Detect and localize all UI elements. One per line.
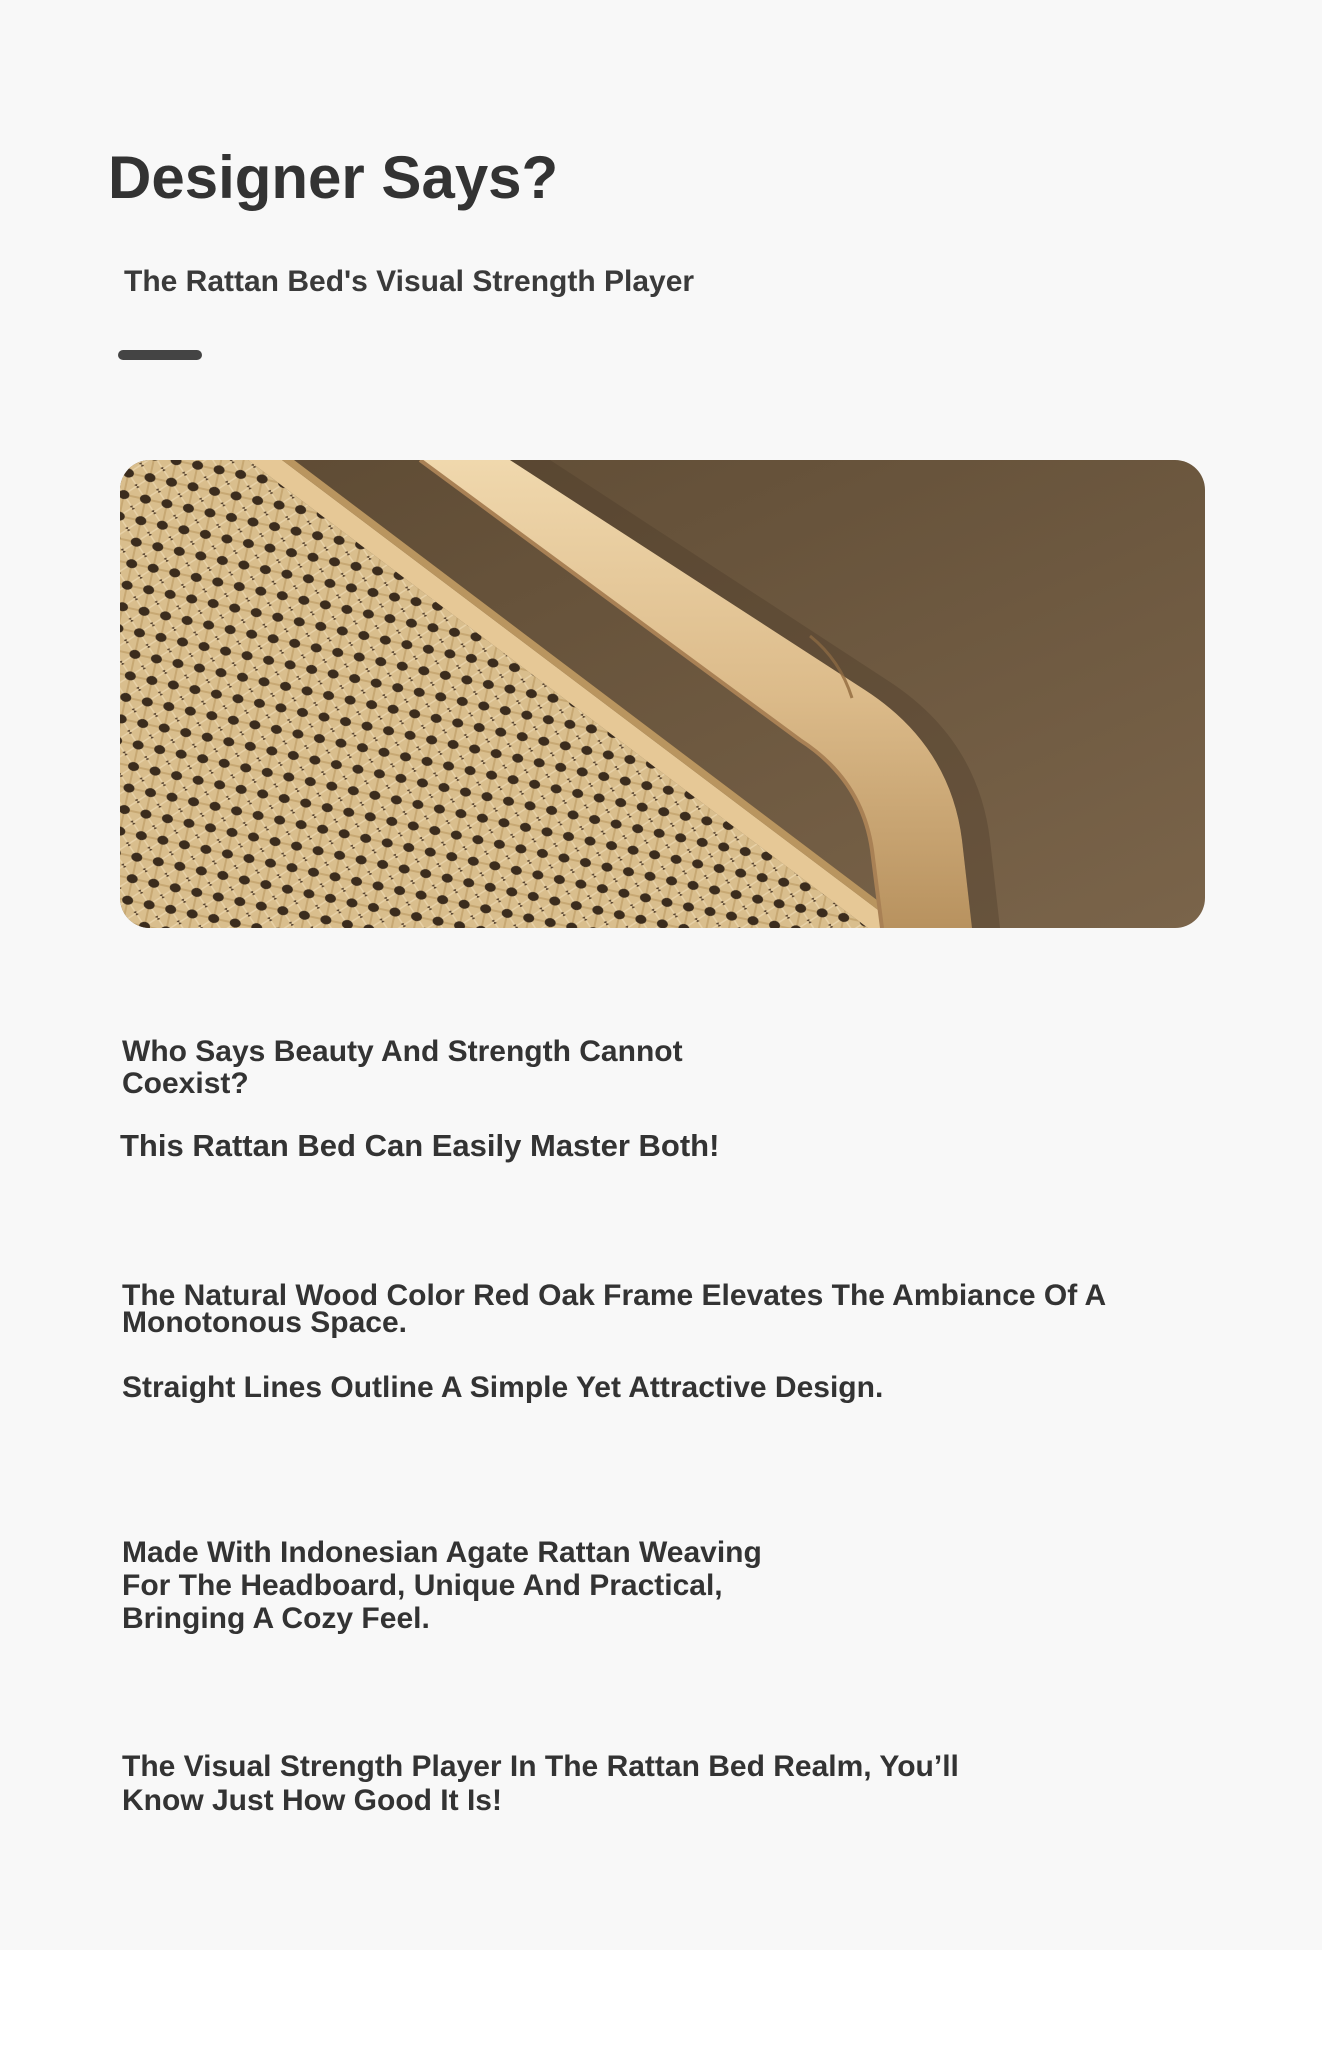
paragraph-red-oak-frame	[122, 1279, 1107, 1339]
paragraph-line: This Rattan Bed Can Easily Master Both!	[120, 1128, 720, 1163]
page-title: Designer Says?	[108, 144, 559, 211]
paragraph-visual-strength	[122, 1750, 959, 1818]
paragraph-line: Know Just How Good It Is!	[122, 1784, 502, 1817]
paragraph-agate-rattan	[122, 1536, 762, 1635]
paragraph-line: For The Headboard, Unique And Practical,	[122, 1569, 723, 1602]
paragraph-line: Who Says Beauty And Strength Cannot	[122, 1035, 683, 1068]
paragraph-beauty-strength	[122, 1036, 683, 1100]
paragraph-line: Bringing A Cozy Feel.	[122, 1602, 430, 1635]
paragraph-straight-lines	[122, 1368, 883, 1408]
paragraph-line: Monotonous Space.	[122, 1306, 407, 1339]
paragraph-line: Straight Lines Outline A Simple Yet Attractive Design.	[122, 1371, 884, 1404]
paragraph-line: Coexist?	[122, 1067, 249, 1100]
rattan-headboard-photo	[120, 460, 1205, 928]
paragraph-master-both	[120, 1126, 719, 1166]
paragraph-line: The Visual Strength Player In The Rattan Bed Realm, You’ll	[122, 1750, 959, 1783]
paragraph-line: Made With Indonesian Agate Rattan Weaving	[122, 1536, 762, 1569]
title-divider	[118, 350, 202, 360]
paragraph-line: The Natural Wood Color Red Oak Frame Elevates The Ambiance Of A	[122, 1279, 1107, 1312]
page-subtitle: The Rattan Bed's Visual Strength Player	[124, 265, 695, 298]
